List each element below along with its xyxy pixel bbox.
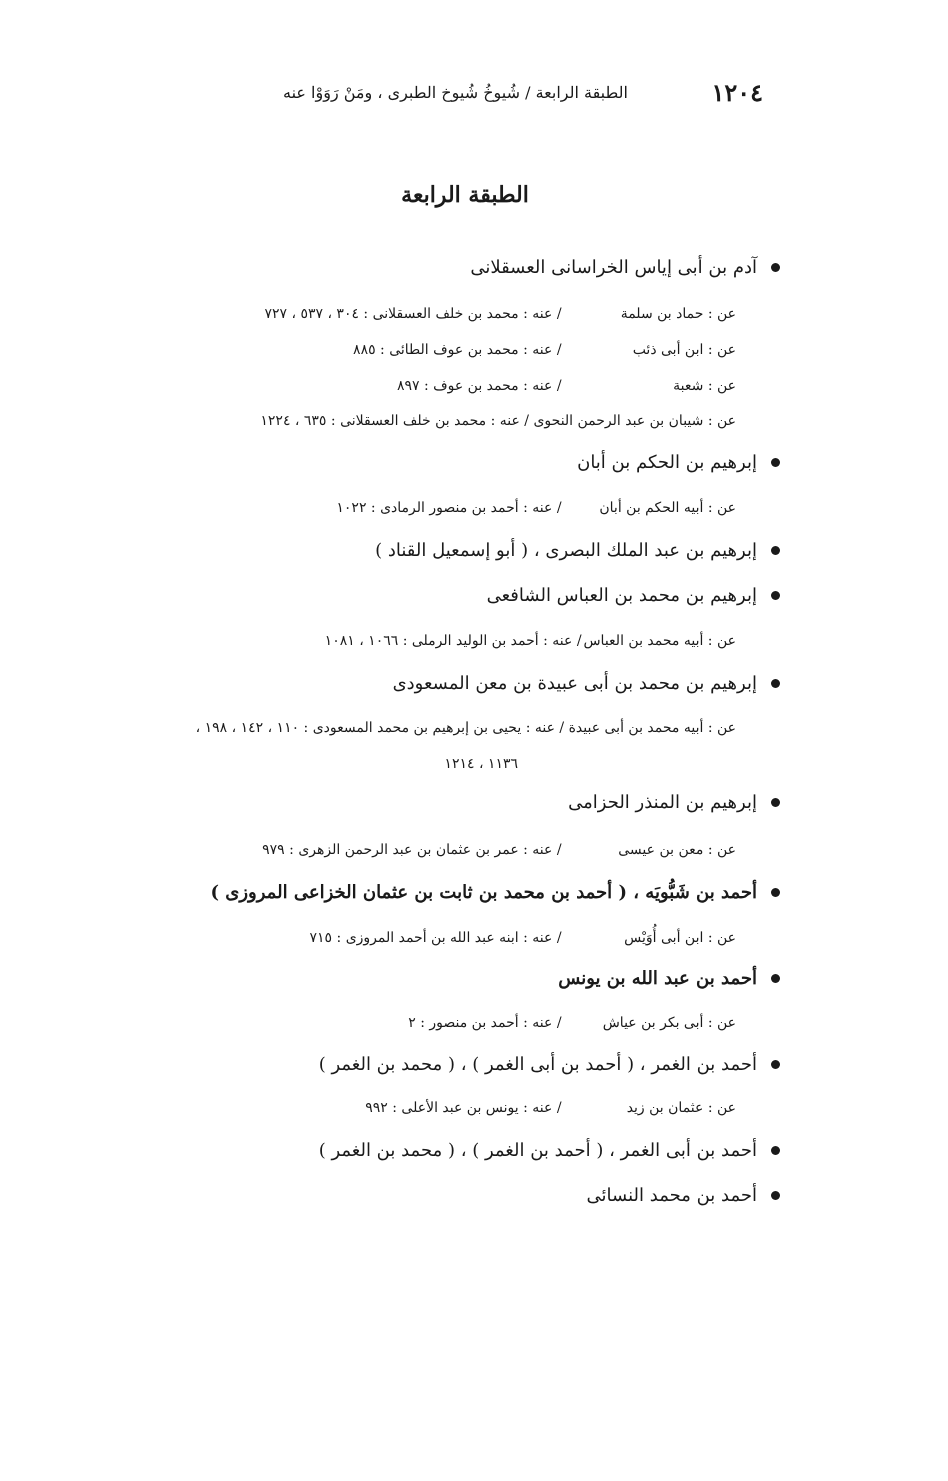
page-header bbox=[283, 72, 763, 112]
chain-line-continuation bbox=[444, 756, 518, 772]
chain-to: / عنه : محمد بن خلف العسقلانى : ٣٠٤ ، ٥٣٧ ، ٧٢٧ bbox=[264, 306, 562, 322]
chain-to: / عنه : ابنه عبد الله بن أحمد المروزى : ٧١٥ bbox=[309, 930, 562, 946]
bullet-icon bbox=[771, 888, 780, 897]
narrator-entry bbox=[319, 1054, 780, 1075]
chain-from: عن : أبيه محمد بن العباس bbox=[583, 633, 736, 649]
page-number: ١٢٠٤ bbox=[711, 77, 763, 107]
chain-line bbox=[196, 720, 736, 736]
chain-from: عن : شعبة bbox=[673, 378, 736, 394]
bullet-icon bbox=[771, 974, 780, 983]
chain-from: عن : حماد بن سلمة bbox=[620, 306, 736, 322]
chain-to: / عنه : محمد بن عوف : ٨٩٧ bbox=[396, 378, 562, 394]
chain-to: / عنه : أحمد بن منصور الرمادى : ١٠٢٢ bbox=[336, 500, 562, 516]
narrator-name: آدم بن أبى إياس الخراسانى العسقلانى bbox=[470, 257, 757, 278]
narrator-entry bbox=[558, 968, 780, 989]
chain-line bbox=[365, 1100, 736, 1116]
chain-to: / عنه : أحمد بن الوليد الرملى : ١٠٦٦ ، ١٠٨١ bbox=[324, 633, 582, 649]
chain-line bbox=[264, 306, 736, 322]
chain-continuation: ١١٣٦ ، ١٢١٤ bbox=[444, 756, 518, 772]
chain-from: عن : أبى بكر بن عياش bbox=[602, 1015, 736, 1031]
chain-from: عن : ابن أبى ذئب bbox=[632, 342, 736, 358]
bullet-icon bbox=[771, 458, 780, 467]
bullet-icon bbox=[771, 798, 780, 807]
bullet-icon bbox=[771, 591, 780, 600]
bullet-icon bbox=[771, 1191, 780, 1200]
narrator-entry bbox=[470, 257, 780, 278]
narrator-entry bbox=[319, 1140, 780, 1161]
bullet-icon bbox=[771, 1146, 780, 1155]
narrator-entry bbox=[487, 585, 780, 606]
bullet-icon bbox=[771, 263, 780, 272]
section-title: الطبقة الرابعة bbox=[401, 182, 529, 208]
chain-line bbox=[353, 342, 736, 358]
narrator-name: أحمد بن شَبُّويَه ، ( أحمد بن محمد بن ثابت بن عثمان الخزاعى المروزى ) bbox=[210, 882, 757, 903]
narrator-name: أحمد بن محمد النسائى bbox=[586, 1185, 757, 1206]
narrator-name: أحمد بن عبد الله بن يونس bbox=[558, 968, 757, 989]
bullet-icon bbox=[771, 1060, 780, 1069]
chain-line bbox=[336, 500, 736, 516]
chain-from: عن : شيبان بن عبد الرحمن النحوى bbox=[533, 413, 736, 429]
chain-line bbox=[262, 842, 736, 858]
narrator-entry bbox=[568, 792, 780, 813]
narrator-name: أحمد بن الغمر ، ( أحمد بن أبى الغمر ) ، ( محمد بن الغمر ) bbox=[318, 1054, 757, 1075]
narrator-name: أحمد بن أبى الغمر ، ( أحمد بن الغمر ) ، ( محمد بن الغمر ) bbox=[318, 1140, 757, 1161]
narrator-name: إبرهيم بن عبد الملك البصرى ، ( أبو إسمعيل القناد ) bbox=[375, 540, 757, 561]
running-head: الطبقة الرابعة / شُيوخُ شُيوخ الطبرى ، ومَنْ رَوَوْا عنه bbox=[283, 82, 628, 102]
narrator-entry bbox=[210, 882, 780, 903]
narrator-entry bbox=[393, 673, 780, 694]
chain-to: / عنه : محمد بن خلف العسقلانى : ٦٣٥ ، ١٢٢٤ bbox=[260, 413, 530, 429]
chain-to: / عنه : محمد بن عوف الطائى : ٨٨٥ bbox=[353, 342, 562, 358]
chain-line bbox=[260, 413, 736, 429]
narrator-name: إبرهيم بن محمد بن العباس الشافعى bbox=[486, 585, 757, 606]
chain-line bbox=[408, 1015, 736, 1031]
chain-from: عن : ابن أبى أُوَيْس bbox=[624, 930, 736, 946]
narrator-entry bbox=[587, 1185, 780, 1206]
bullet-icon bbox=[771, 679, 780, 688]
chain-from: عن : أبيه محمد بن أبى عبيدة bbox=[568, 720, 736, 736]
chain-line bbox=[325, 633, 736, 649]
narrator-name: إبرهيم بن المنذر الحزامى bbox=[568, 792, 757, 813]
bullet-icon bbox=[771, 546, 780, 555]
chain-to: / عنه : يونس بن عبد الأعلى : ٩٩٢ bbox=[365, 1100, 562, 1116]
narrator-entry bbox=[375, 540, 780, 561]
chain-from: عن : عثمان بن زيد bbox=[626, 1100, 736, 1116]
chain-to: / عنه : عمر بن عثمان بن عبد الرحمن الزهرى : ٩٧٩ bbox=[262, 842, 562, 858]
chain-line bbox=[397, 378, 736, 394]
narrator-entry bbox=[577, 452, 780, 473]
narrator-name: إبرهيم بن محمد بن أبى عبيدة بن معن المسعودى bbox=[392, 673, 757, 694]
chain-to: / عنه : أحمد بن منصور : ٢ bbox=[408, 1015, 562, 1031]
chain-from: عن : أبيه الحكم بن أبان bbox=[599, 500, 736, 516]
chain-from: عن : معن بن عيسى bbox=[618, 842, 736, 858]
chain-to: / عنه : يحيى بن إبرهيم بن محمد المسعودى : ١١٠ ، ١٤٢ ، ١٩٨ ، bbox=[195, 720, 565, 736]
chain-line bbox=[310, 930, 736, 946]
narrator-name: إبرهيم بن الحكم بن أبان bbox=[577, 452, 757, 473]
